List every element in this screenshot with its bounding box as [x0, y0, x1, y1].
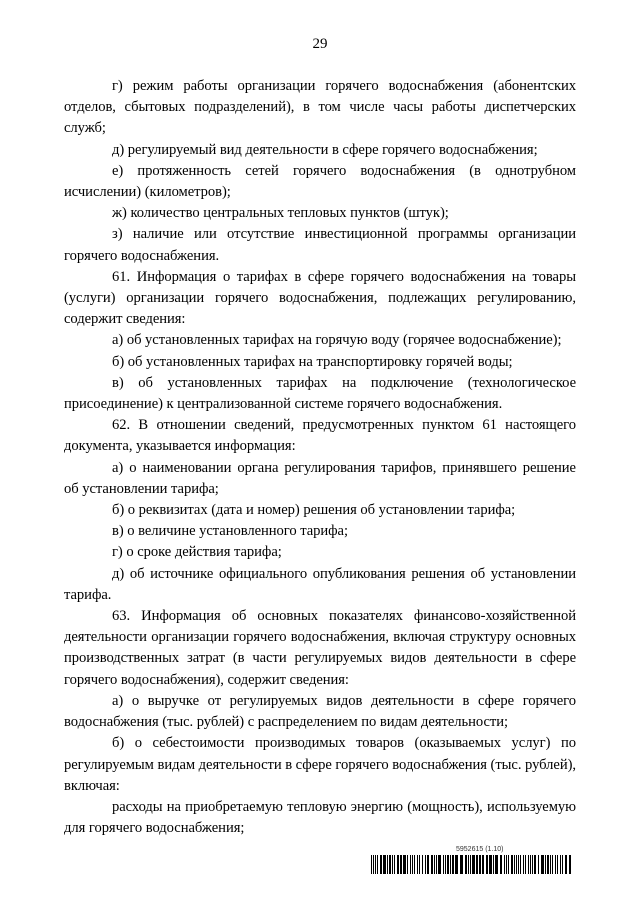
- barcode-label: 5952615 (1.10): [456, 846, 504, 853]
- paragraph-63b-cost: б) о себестоимости производимых товаров (оказываемых услуг) по регулируемым видам деятельности в сфере горячего водоснабжения (тыс. рублей), включая:: [64, 735, 576, 794]
- paragraph-62v-tariff-value: в) о величине установленного тарифа;: [112, 523, 348, 540]
- paragraph-61v-connection-tariffs: в) об установленных тарифах на подключение (технологическое присоединение) к централизованной системе горячего водоснабжения.: [64, 374, 576, 413]
- paragraph-62-information: 62. В отношении сведений, предусмотренных пунктом 61 настоящего документа, указывается информация:: [64, 417, 576, 455]
- paragraph-e-network-length: е) протяженность сетей горячего водоснабжения (в однотрубном исчислении) (километров);: [64, 162, 576, 201]
- page-number: 29: [312, 36, 328, 52]
- paragraph-63-financial-indicators: 63. Информация об основных показателях финансово-хозяйственной деятельности организации горячего водоснабжения, включая структуру основных производственных затрат (в части регулируемых видов деятельности в сфере горячего водоснабжения), содержит сведения:: [64, 608, 576, 688]
- paragraph-62b-decision-details: б) о реквизитах (дата и номер) решения об установлении тарифа;: [112, 502, 516, 519]
- paragraph-z-investment-program: з) наличие или отсутствие инвестиционной программы организации горячего водоснабжения.: [64, 226, 576, 264]
- paragraph-61a-hot-water-tariffs: а) об установленных тарифах на горячую воду (горячее водоснабжение);: [112, 332, 562, 349]
- paragraph-62d-publication-source: д) об источнике официального опубликования решения об установлении тарифа.: [64, 565, 576, 603]
- paragraph-63a-revenue: а) о выручке от регулируемых видов деятельности в сфере горячего водоснабжения (тыс. рублей) с распределением по видам деятельности;: [64, 692, 576, 731]
- paragraph-62g-tariff-term: г) о сроке действия тарифа;: [112, 544, 282, 561]
- barcode-image: [371, 855, 573, 874]
- paragraph-63b-heat-energy-expenses: расходы на приобретаемую тепловую энергию (мощность), используемую для горячего водоснабжения;: [64, 798, 576, 837]
- paragraph-zh-heat-points: ж) количество центральных тепловых пунктов (штук);: [112, 205, 449, 222]
- paragraph-61b-transport-tariffs: б) об установленных тарифах на транспортировку горячей воды;: [112, 353, 513, 370]
- paragraph-g-work-schedule: г) режим работы организации горячего водоснабжения (абонентских отделов, сбытовых подразделений), в том числе часы работы диспетчерских служб;: [64, 78, 576, 137]
- paragraph-61-tariffs: 61. Информация о тарифах в сфере горячего водоснабжения на товары (услуги) организации горячего водоснабжения, подлежащих регулированию, содержит сведения:: [64, 268, 576, 328]
- paragraph-d-regulated-activity: д) регулируемый вид деятельности в сфере горячего водоснабжения;: [112, 141, 538, 158]
- paragraph-62a-regulator-name: а) о наименовании органа регулирования тарифов, принявшего решение об установлении тарифа;: [64, 459, 576, 497]
- document-body: [64, 76, 576, 839]
